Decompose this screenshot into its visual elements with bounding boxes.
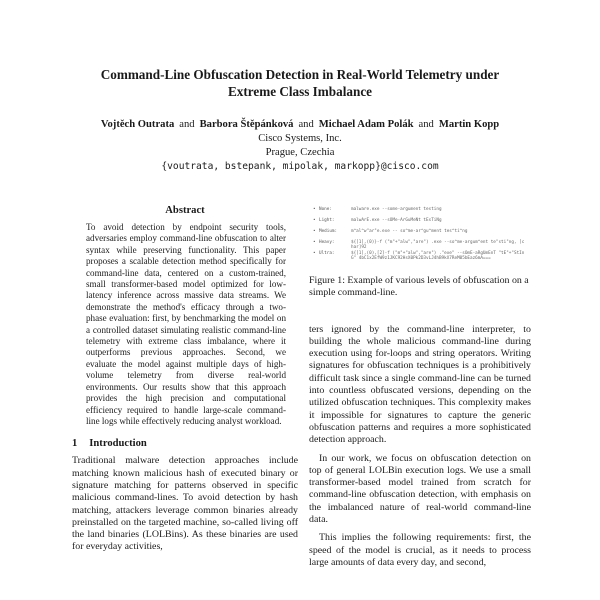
bullet-icon: • xyxy=(313,251,316,256)
affiliation: Cisco Systems, Inc. xyxy=(258,133,342,144)
author-conjunction: and xyxy=(298,119,314,130)
author-name: Barbora Štěpánková xyxy=(199,119,294,130)
section-number: 1 xyxy=(72,438,78,450)
author-block xyxy=(40,118,560,174)
bullet-icon: • xyxy=(313,240,316,245)
bullet-icon: • xyxy=(313,218,316,223)
author-name: Martin Kopp xyxy=(438,119,500,130)
author-list xyxy=(101,119,499,130)
paper-title xyxy=(40,66,560,100)
command-example: m^al^w"ar"e.exe -- so^me-ar^gu^ment tes^ti^ng xyxy=(351,229,468,234)
command-example: malwArE.exe --sOMe-ArGuMeNt tEsTiNg xyxy=(351,218,442,223)
bullet-icon: • xyxy=(313,207,316,212)
location: Prague, Czechia xyxy=(265,147,335,158)
figure-1 xyxy=(309,203,531,267)
obfuscation-level-label: Medium: xyxy=(319,229,338,234)
command-example: ${[1],(0)}-f ("m"+"alw","are") .exe --so^me-argum^ent te"sti"ng, [char]92 xyxy=(351,240,525,250)
figure-row xyxy=(313,240,526,250)
right-column xyxy=(309,203,531,569)
command-example: ${[1],(0),[2]-f ("m"+"alw","are") ."exe" --sOmE-aRgUmEnT "tE"+"StInG" 4bC1x2EfW9z1JKC92HsX0Pk2D3vLJ4hB9kX7ReM05bEaz6mA=== xyxy=(351,251,525,261)
obfuscation-level-label: Light: xyxy=(319,218,335,223)
abstract-heading: Abstract xyxy=(165,205,205,216)
author-conjunction: and xyxy=(418,119,434,130)
obfuscation-level-label: Heavy: xyxy=(319,240,335,245)
body-paragraph: ters ignored by the command-line interpreter, to building the whole malicious command-line during execution using for-loops and string operators. Writing signatures for obfuscation techniques is a prohibitively difficult task since a single command-line can be turned into countless obfuscated versions, depending on the utilized obfuscation techniques. This complexity makes it impossible for signatures to capture the generic obfuscation patterns and requires a more sophisticated detection approach. xyxy=(309,323,531,446)
author-emails: {voutrata, bstepank, mipolak, markopp}@cisco.com xyxy=(161,161,439,172)
figure-row xyxy=(313,229,526,234)
title-line-1: Command-Line Obfuscation Detection in Real-World Telemetry under xyxy=(100,67,500,82)
figure-caption: Figure 1: Example of various levels of obfuscation on a simple command-line. xyxy=(309,275,529,299)
section-heading-introduction xyxy=(72,438,298,449)
figure-row xyxy=(313,251,526,261)
section-title: Introduction xyxy=(89,438,147,450)
author-conjunction: and xyxy=(179,119,195,130)
body-paragraph: This implies the following requirements: first, the speed of the model is crucial, as it needs to process large amounts of data every day, and second, xyxy=(309,532,531,568)
title-line-2: Extreme Class Imbalance xyxy=(227,84,373,99)
author-name: Vojtěch Outrata xyxy=(100,119,175,130)
author-name: Michael Adam Polák xyxy=(318,119,414,130)
body-paragraph: In our work, we focus on obfuscation detection on top of general LOLBin execution logs. We use a small transformer-based model trained from scratch for command-line obfuscation detection, with emphasis on the imbalanced nature of real-world command-line data. xyxy=(309,452,531,526)
obfuscation-level-label: None: xyxy=(319,207,332,212)
obfuscation-level-label: Ultra: xyxy=(319,251,335,256)
command-example: malware.exe --some-argument testing xyxy=(351,207,442,212)
left-column xyxy=(72,205,298,554)
introduction-text: Traditional malware detection approaches include matching known malicious hash of executed binary or signature matching for patterns observed in specific malicious command-lines. To avoid detection by hash matching, attackers leverage common binaries already preinstalled on the targeted machine, so-called living off the land binaries (LOLBins). As these binaries are used for everyday activities, xyxy=(72,455,298,553)
figure-row xyxy=(313,218,526,223)
bullet-icon: • xyxy=(313,229,316,234)
abstract-text: To avoid detection by endpoint security tools, adversaries employ command-line obfuscation to alter syntax while preserving functionality. This paper proposes a scalable detection method specifically for command-line data, centered on a custom-trained, small transformer-based model optimized for low-latency inference across massive data streams. We demonstrate the method's efficacy through a two-phase evaluation: first, by benchmarking the model on a controlled dataset simulating realistic command-line telemetry with extreme class imbalance, where it outperforms previous approaches. Second, we evaluate the model against multiple days of high-volume telemetry from diverse real-world environments. Our results show that this approach provides the high precision and computational efficiency required to handle large-scale command-line logs while effectively reducing analyst workload. xyxy=(86,222,286,426)
figure-row xyxy=(313,207,526,212)
